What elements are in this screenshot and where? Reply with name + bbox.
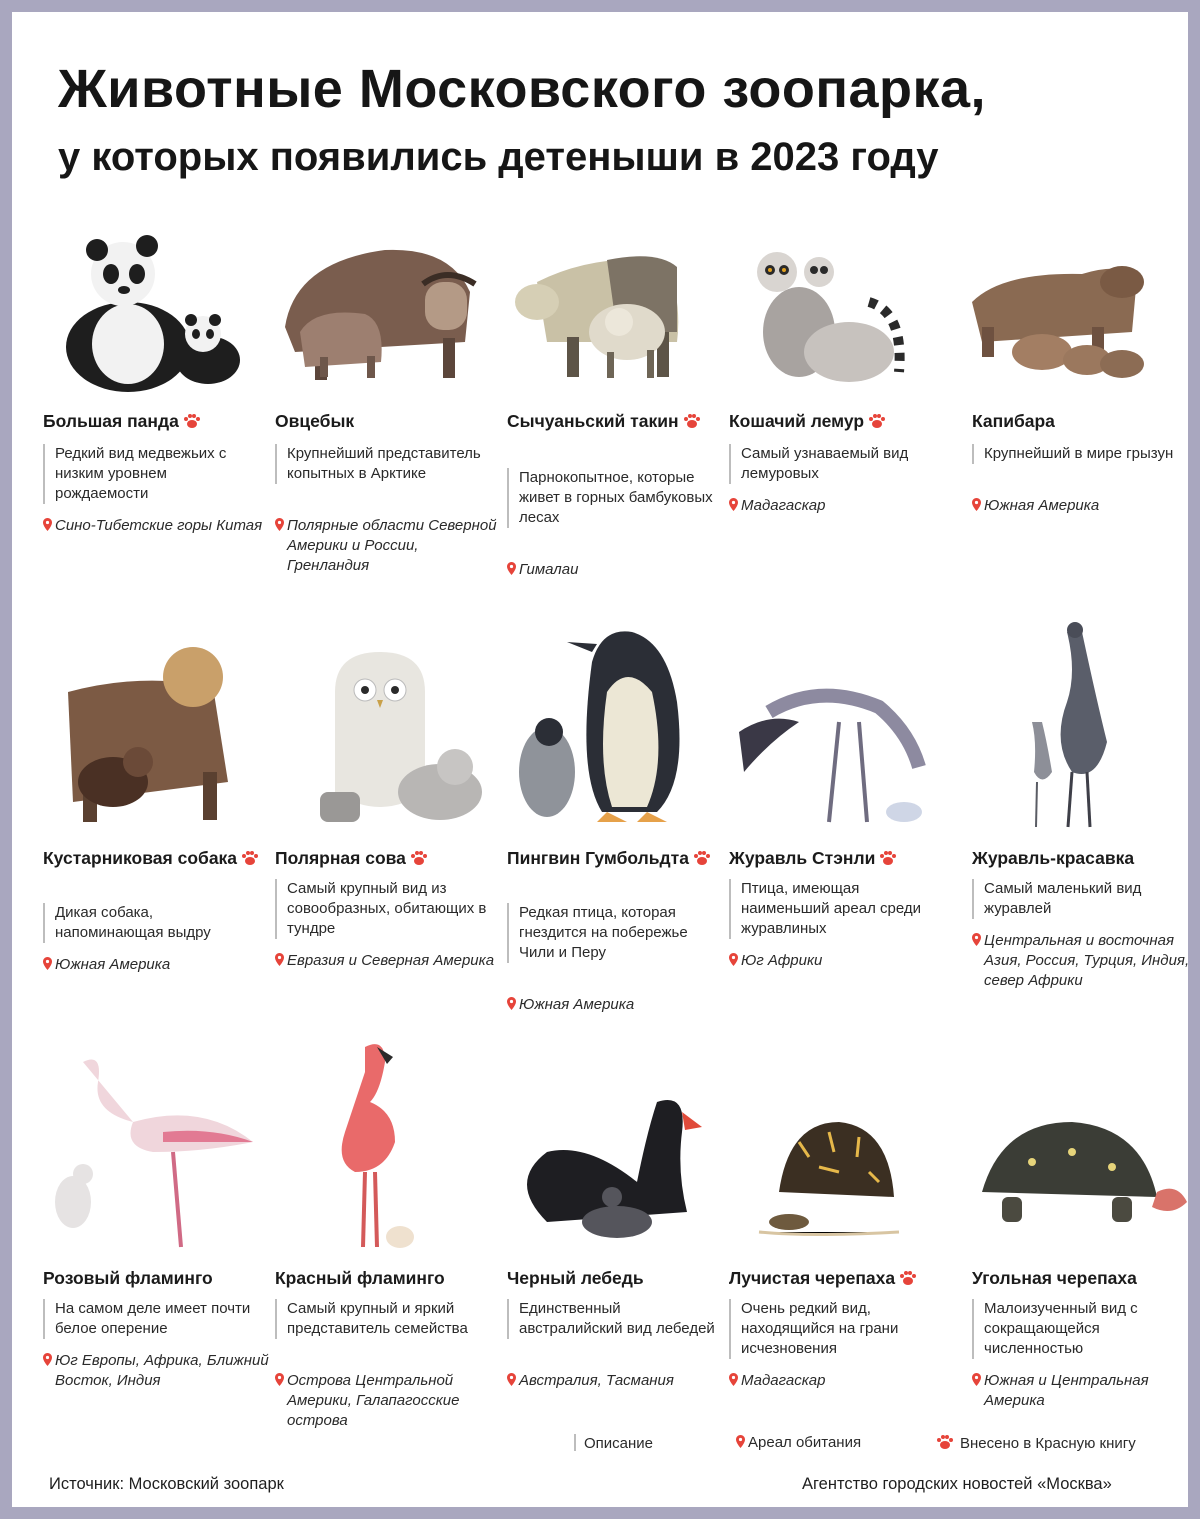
animal-name: Черный лебедь (507, 1268, 644, 1288)
legend-red-book: Внесено в Красную книгу (936, 1434, 1136, 1452)
radiated-tortoise-icon (729, 1112, 954, 1252)
bush-dog-icon (43, 632, 268, 832)
animal-name: Журавль-красавка (972, 848, 1135, 868)
takin-icon (507, 232, 732, 392)
animal-name: Овцебык (275, 411, 355, 431)
location-pin-icon (43, 1353, 52, 1366)
animal-description: Единственный австралийский вид лебедей (507, 1299, 724, 1339)
blue-crane-icon (729, 652, 954, 832)
location-pin-icon (729, 498, 738, 511)
animal-description: Очень редкий вид, находящийся на грани исчезновения (729, 1299, 946, 1359)
animal-name: Большая панда (43, 409, 268, 433)
title-line-1: Животные Московского зоопарка, (58, 59, 987, 119)
animal-description: Самый маленький вид журавлей (972, 879, 1189, 919)
animal-habitat: Южная Америка (972, 496, 1199, 516)
location-pin-icon (507, 562, 516, 575)
animal-habitat: Мадагаскар (729, 496, 956, 516)
red-book-paw-icon (693, 850, 711, 866)
animal-habitat: Полярные области Северной Америки и России, Гренландия (275, 516, 502, 576)
animal-habitat: Южная и Центральная Америка (972, 1371, 1199, 1411)
animal-description: Самый узнаваемый вид лемуровых (729, 444, 946, 484)
location-pin-icon (736, 1435, 745, 1448)
american-flamingo-icon (275, 1032, 500, 1252)
animal-description: Редкий вид медвежьих с низким уровнем рождаемости (43, 444, 260, 504)
animal-habitat: Гималаи (507, 560, 734, 580)
animal-description: Малоизученный вид с сокращающейся численностью (972, 1299, 1189, 1359)
title-line-2: у которых появились детеныши в 2023 году (58, 135, 939, 179)
location-pin-icon (507, 997, 516, 1010)
lemur-icon (729, 232, 954, 392)
red-book-paw-icon (241, 850, 259, 866)
animal-habitat: Евразия и Северная Америка (275, 951, 502, 971)
legend-description: Описание (574, 1434, 653, 1452)
red-footed-tortoise-icon (972, 1112, 1197, 1252)
location-pin-icon (729, 953, 738, 966)
musk-ox-icon (275, 232, 500, 392)
location-pin-icon (43, 518, 52, 531)
agency-credit: Агентство городских новостей «Москва» (802, 1475, 1112, 1493)
animal-name: Полярная сова (275, 846, 500, 870)
red-book-paw-icon (868, 413, 886, 429)
page-title (58, 58, 986, 184)
animal-description: Птица, имеющая наименьший ареал среди журавлиных (729, 879, 946, 939)
location-pin-icon (275, 518, 284, 531)
red-book-paw-icon (936, 1434, 954, 1450)
animal-habitat: Юг Европы, Африка, Ближний Восток, Индия (43, 1351, 270, 1391)
animal-name: Пингвин Гумбольдта (507, 846, 732, 870)
animal-name: Сычуаньский такин (507, 409, 732, 433)
animal-description: Дикая собака, напоминающая выдру (43, 903, 260, 943)
infographic (12, 12, 1188, 1507)
capybara-icon (972, 232, 1197, 392)
legend-habitat: Ареал обитания (736, 1434, 861, 1451)
location-pin-icon (43, 957, 52, 970)
animal-habitat: Южная Америка (43, 955, 270, 975)
black-swan-icon (507, 1072, 732, 1252)
location-pin-icon (507, 1373, 516, 1386)
animal-description: На самом деле имеет почти белое оперение (43, 1299, 260, 1339)
red-book-paw-icon (683, 413, 701, 429)
panda-icon (43, 232, 268, 392)
animal-description: Самый крупный вид из совообразных, обитающих в тундре (275, 879, 492, 939)
demoiselle-crane-icon (972, 612, 1197, 832)
red-book-paw-icon (899, 1270, 917, 1286)
greater-flamingo-icon (43, 1042, 268, 1252)
animal-description: Крупнейший в мире грызун (972, 444, 1189, 464)
animal-name: Угольная черепаха (972, 1268, 1137, 1288)
animal-description: Крупнейший представитель копытных в Арктике (275, 444, 492, 484)
red-book-paw-icon (879, 850, 897, 866)
red-book-paw-icon (410, 850, 428, 866)
animal-description: Парнокопытное, которые живет в горных бамбуковых лесах (507, 468, 724, 528)
penguin-icon (507, 622, 732, 832)
animal-name: Капибара (972, 411, 1055, 431)
animal-name: Красный фламинго (275, 1268, 445, 1288)
animal-habitat: Юг Африки (729, 951, 956, 971)
animal-habitat: Острова Центральной Америки, Галапагосские острова (275, 1371, 502, 1431)
animal-habitat: Мадагаскар (729, 1371, 956, 1391)
animal-name: Кустарниковая собака (43, 846, 268, 870)
animal-name: Кошачий лемур (729, 409, 954, 433)
animal-description: Самый крупный и яркий представитель семейства (275, 1299, 492, 1339)
description-divider-icon (574, 1434, 576, 1451)
location-pin-icon (275, 1373, 284, 1386)
animal-name: Лучистая черепаха (729, 1266, 954, 1290)
animal-habitat: Сино-Тибетские горы Китая (43, 516, 270, 536)
location-pin-icon (729, 1373, 738, 1386)
animal-habitat: Австралия, Тасмания (507, 1371, 734, 1391)
source-credit: Источник: Московский зоопарк (49, 1475, 284, 1493)
owl-icon (275, 632, 500, 832)
animal-name: Розовый фламинго (43, 1268, 213, 1288)
location-pin-icon (972, 498, 981, 511)
animal-habitat: Центральная и восточная Азия, Россия, Турция, Индия, север Африки (972, 931, 1199, 991)
animal-name: Журавль Стэнли (729, 846, 954, 870)
animal-habitat: Южная Америка (507, 995, 734, 1015)
animal-description: Редкая птица, которая гнездится на побережье Чили и Перу (507, 903, 724, 963)
location-pin-icon (972, 1373, 981, 1386)
location-pin-icon (275, 953, 284, 966)
red-book-paw-icon (183, 413, 201, 429)
location-pin-icon (972, 933, 981, 946)
